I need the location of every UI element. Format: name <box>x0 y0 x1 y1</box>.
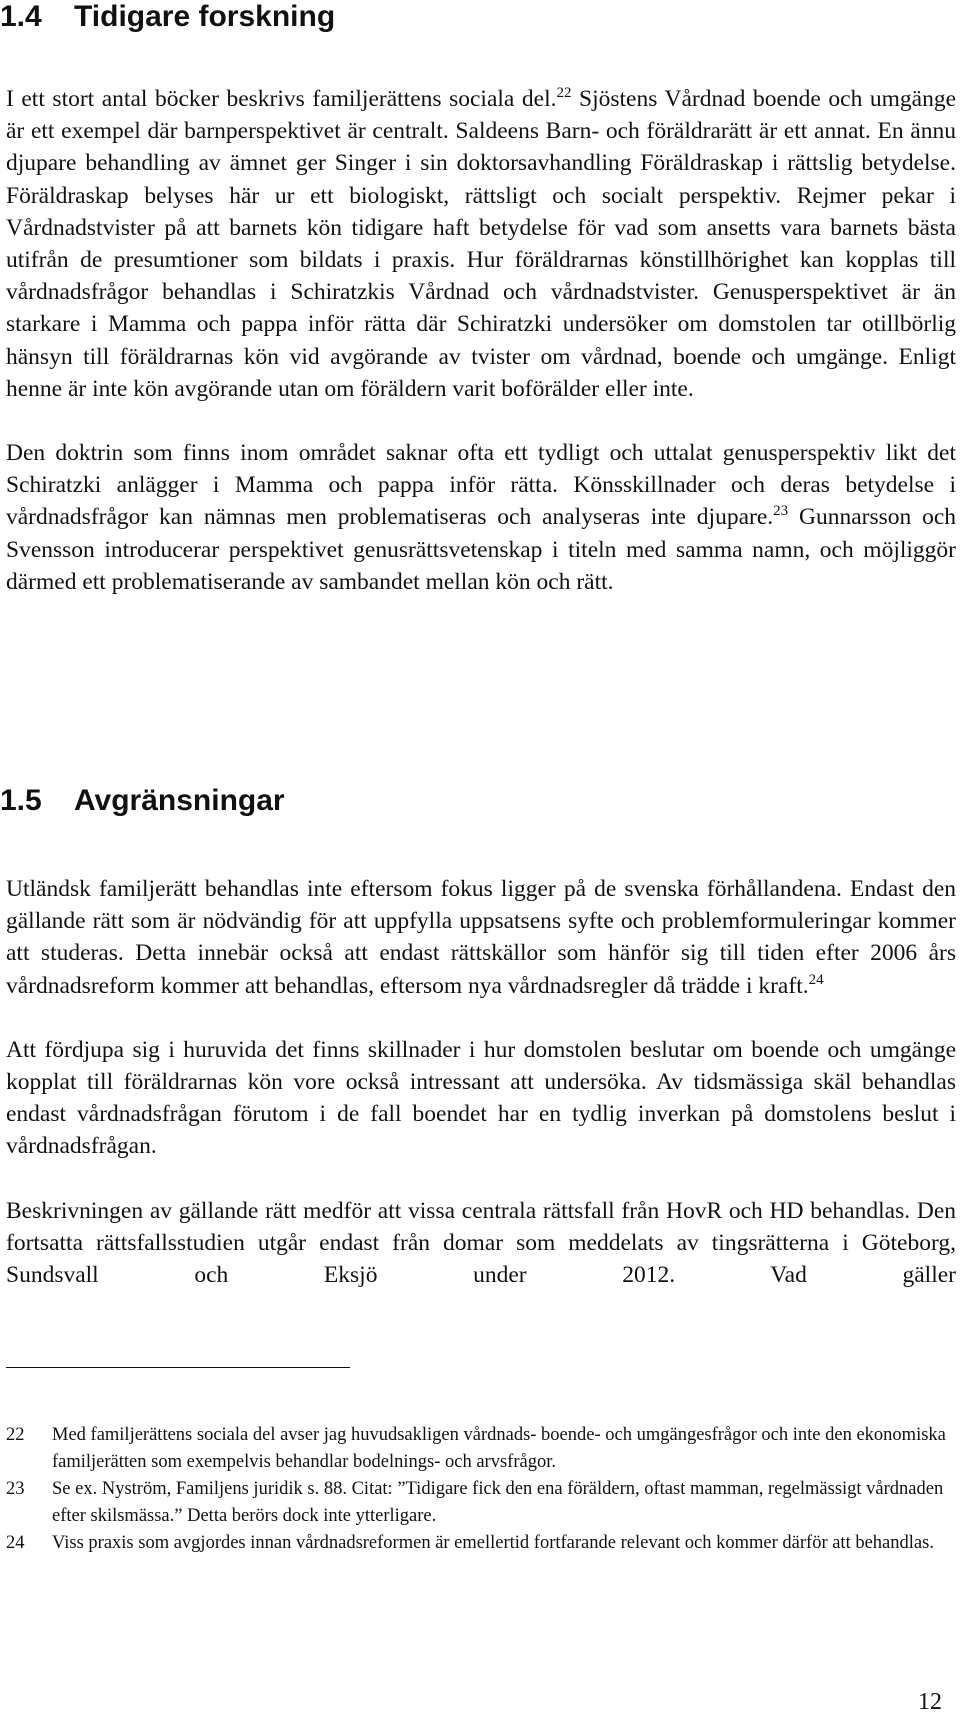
footnote <box>6 1530 946 1557</box>
footnote-text: Se ex. Nyström, Familjens juridik s. 88. Citat: ”Tidigare fick den ena föräldern, oftast mamman, regelmässigt vårdnaden efter skilsmässa.” Detta berörs dock inte ytterligare. <box>52 1479 944 1526</box>
paragraph <box>6 83 956 405</box>
paragraph <box>6 1034 956 1163</box>
footnote-text: Med familjerättens sociala del avser jag huvudsakligen vårdnads- boende- och umgängesfrågor och inte den ekonomiska familjerätten som exempelvis behandlar bodelnings- och arvsfrågor. <box>52 1425 946 1472</box>
paragraph <box>6 1195 956 1292</box>
paragraph <box>6 437 956 598</box>
footnote <box>6 1422 946 1476</box>
footnote-text: Viss praxis som avgjordes innan vårdnadsreformen är emellertid fortfarande relevant och kommer därför att behandlas. <box>52 1533 934 1553</box>
paragraph <box>6 873 956 1002</box>
section-body <box>6 873 956 1291</box>
section-body <box>6 83 956 598</box>
footnote-number: 23 <box>6 1479 25 1499</box>
paragraph-text: Gunnarsson och Svensson introducerar perspektivet genusrättsvetenskap i titeln med samma namn, och möjliggör därmed ett problematiserande av sambandet mellan kön och rätt. <box>6 504 956 595</box>
footnote-number: 22 <box>6 1425 25 1445</box>
section-title: Avgränsningar <box>74 784 285 817</box>
paragraph-text: Utländsk familjerätt behandlas inte eftersom fokus ligger på de svenska förhållandena. Endast den gällande rätt som är nödvändig för att uppfylla uppsatsens syfte och problemformuleringar kommer att studeras. Detta innebär också att endast rättskällor som hänför sig till tiden efter 2006 års vårdnadsreform kommer att behandlas, eftersom nya vårdnadsregler då trädde i kraft. <box>6 876 956 999</box>
section-heading <box>0 784 285 818</box>
footnote-ref[interactable]: 22 <box>556 85 572 101</box>
section-title: Tidigare forskning <box>74 0 336 33</box>
footnote <box>6 1476 946 1530</box>
paragraph-text: Sjöstens Vårdnad boende och umgänge är ett exempel där barnperspektivet är centralt. Saldeens Barn- och föräldrarätt är ett annat. En ännu djupare behandling av ämnet ger Singer i sin doktorsavhandling Föräldraskap i rättslig betydelse. Föräldraskap belyses här ur ett biologiskt, rättsligt och socialt perspektiv. Rejmer pekar i Vårdnadstvister på att barnets kön tidigare haft betydelse för vad som ansetts vara barnets bästa utifrån de presumtioner som bildats i praxis. Hur föräldrarnas könstillhörighet kan kopplas till vårdnadsfrågor behandlas i Schiratzkis Vårdnad och vårdnadstvister. Genusperspektivet är än starkare i Mamma och pappa inför rätta där Schiratzki undersöker om domstolen tar otillbörlig hänsyn till föräldrarnas kön vid avgörande av tvister om vårdnad, boende och umgänge. Enligt henne är inte kön avgörande utan om föräldern varit boförälder eller inte. <box>6 86 957 402</box>
footnote-number: 24 <box>6 1533 25 1553</box>
page-number: 12 <box>918 1689 942 1715</box>
footnote-ref[interactable]: 23 <box>773 503 789 520</box>
paragraph-text: Beskrivningen av gällande rätt medför att vissa centrala rättsfall från HovR och HD behandlas. Den fortsatta rättsfallsstudien utgår endast från domar som meddelats av tingsrätterna i Göteborg, Sundsvall och Eksjö under 2012. Vad gäller <box>6 1197 956 1289</box>
section-heading <box>0 0 335 34</box>
paragraph-text: I ett stort antal böcker beskrivs familjerättens sociala del. <box>6 86 557 112</box>
footnote-separator <box>6 1367 350 1368</box>
footnotes <box>6 1422 946 1557</box>
paragraph-text: Att fördjupa sig i huruvida det finns skillnader i hur domstolen beslutar om boende och umgänge kopplat till föräldrarnas kön vore också intressant att undersöka. Av tidsmässiga skäl behandlas endast vårdnadsfrågan förutom i de fall boendet har en tydlig inverkan på domstolens beslut i vårdnadsfrågan. <box>6 1036 956 1160</box>
footnote-ref[interactable]: 24 <box>808 971 824 988</box>
section-number: 1.5 <box>0 784 42 817</box>
paragraph-text: Den doktrin som finns inom området saknar ofta ett tydligt och uttalat genusperspektiv likt det Schiratzki anlägger i Mamma och pappa inför rätta. Könsskillnader och deras betydelse i vårdnadsfrågor kan nämnas men problematiseras och analyseras inte djupare. <box>6 440 956 531</box>
section-number: 1.4 <box>0 0 42 33</box>
